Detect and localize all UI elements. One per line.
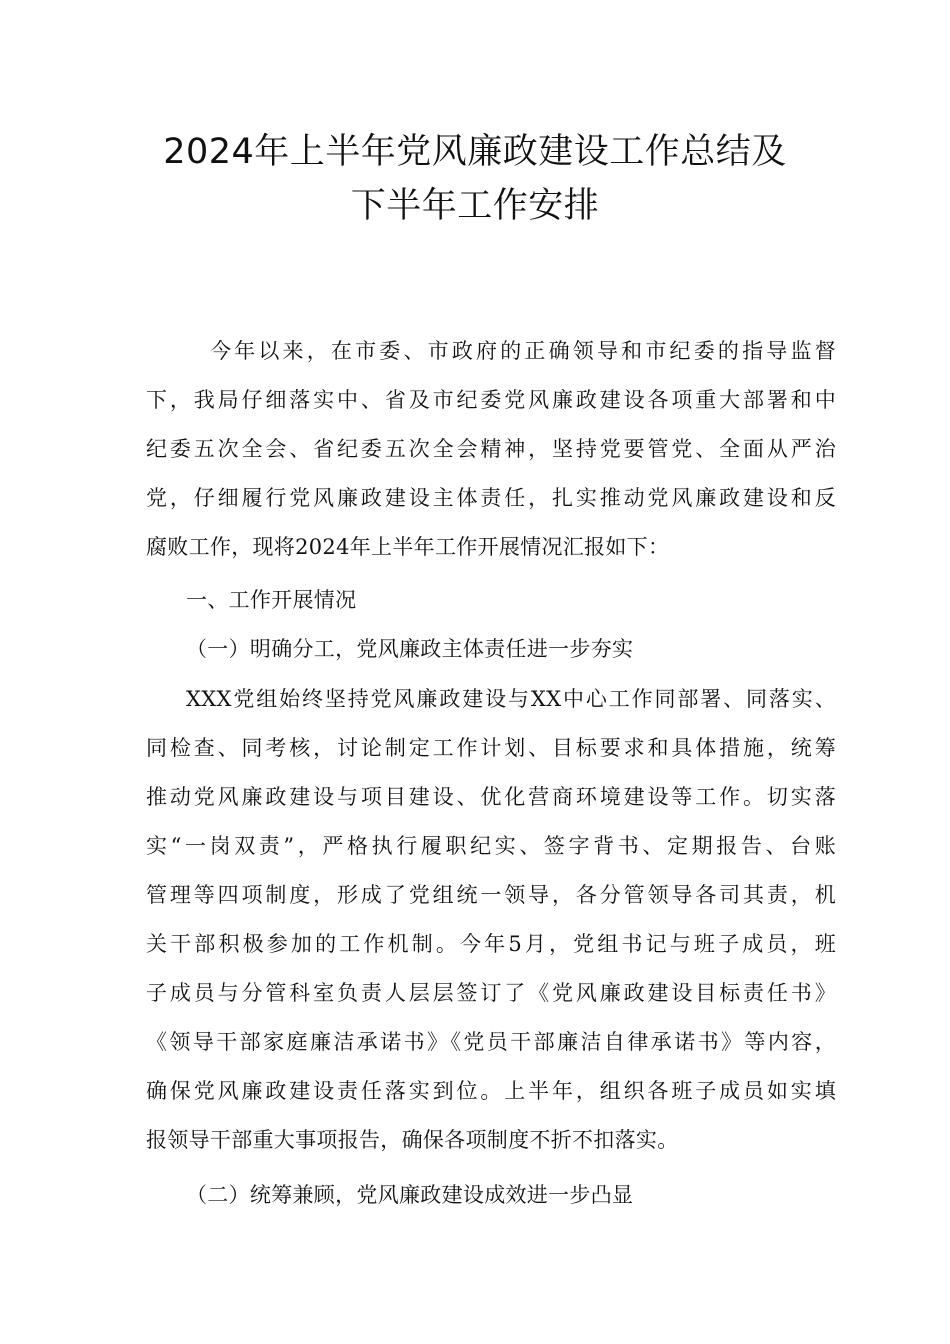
paragraph-line: 党，仔细履行党风廉政建设主体责任，扎实推动党风廉政建设和反: [146, 486, 836, 510]
paragraph-line: 腐败工作，现将2024年上半年工作开展情况汇报如下：: [146, 535, 670, 559]
subsection-heading: （一）明确分工，党风廉政主体责任进一步夯实: [186, 637, 634, 661]
document-title-line-2: 下半年工作安排: [350, 186, 600, 226]
paragraph-line: 关干部积极参加的工作机制。今年5月，党组书记与班子成员，班: [146, 932, 836, 956]
paragraph-line: 下，我局仔细落实中、省及市纪委党风廉政建设各项重大部署和中: [146, 388, 836, 412]
paragraph-line: 实“一岗双责”，严格执行履职纪实、签字背书、定期报告、台账: [146, 834, 836, 858]
paragraph-line: XXX党组始终坚持党风廉政建设与XX中心工作同部署、同落实、: [186, 687, 836, 711]
paragraph-line: 纪委五次全会、省纪委五次全会精神，坚持党要管党、全面从严治: [146, 437, 836, 461]
document-title-line-1: 2024年上半年党风廉政建设工作总结及: [163, 132, 787, 172]
section-heading: 一、工作开展情况: [186, 588, 357, 612]
subsection-heading: （二）统筹兼顾，党风廉政建设成效进一步凸显: [186, 1183, 634, 1207]
paragraph-line: 今年以来，在市委、市政府的正确领导和市纪委的指导监督: [210, 339, 836, 363]
paragraph-line: 推动党风廉政建设与项目建设、优化营商环境建设等工作。切实落: [146, 785, 836, 809]
paragraph-line: 《领导干部家庭廉洁承诺书》《党员干部廉洁自律承诺书》等内容，: [146, 1030, 836, 1054]
paragraph-line: 确保党风廉政建设责任落实到位。上半年，组织各班子成员如实填: [146, 1079, 836, 1103]
paragraph-line: 报领导干部重大事项报告，确保各项制度不折不扣落实。: [146, 1128, 679, 1152]
paragraph-line: 同检查、同考核，讨论制定工作计划、目标要求和具体措施，统筹: [146, 736, 836, 760]
paragraph-line: 子成员与分管科室负责人层层签订了《党风廉政建设目标责任书》: [146, 981, 836, 1005]
paragraph-line: 管理等四项制度，形成了党组统一领导，各分管领导各司其责，机: [146, 883, 836, 907]
